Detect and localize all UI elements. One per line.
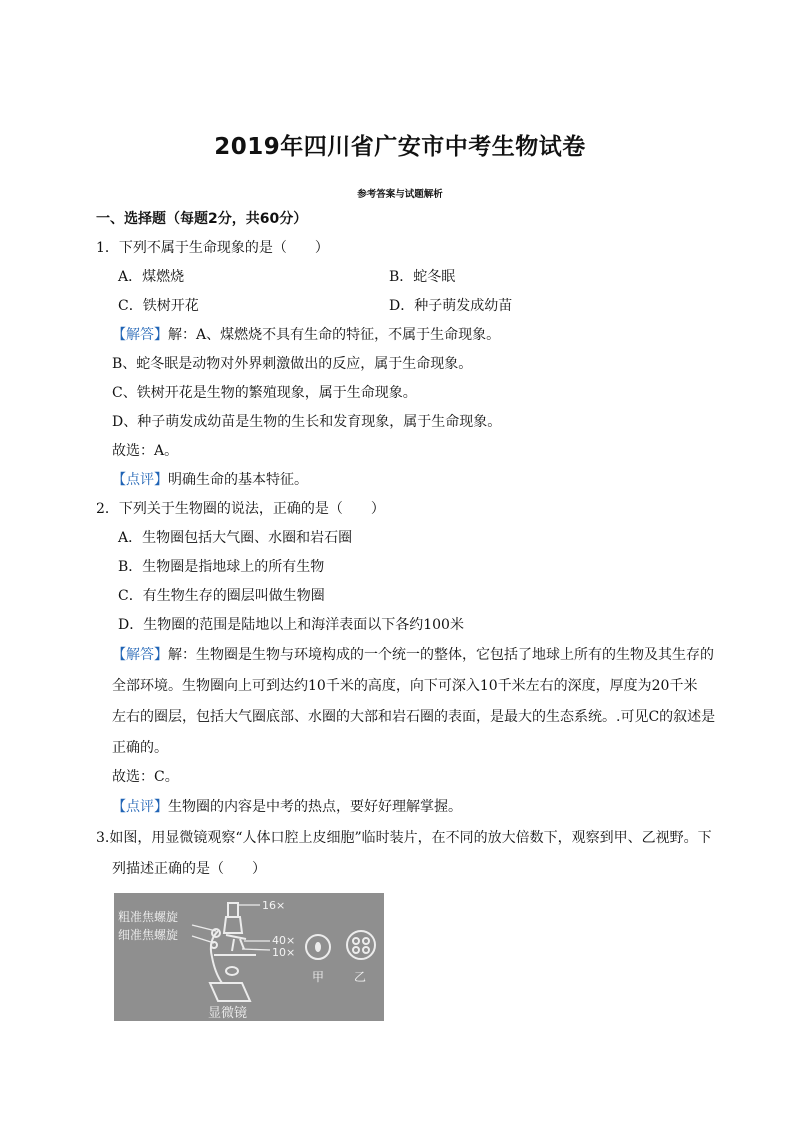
q1-answer-line3: C、铁树开花是生物的繁殖现象，属于生命现象。 (112, 385, 417, 401)
label-fine-adjustment: 细准焦螺旋 (118, 928, 179, 942)
q1-answer-tag: 【解答】 (112, 327, 168, 343)
q1-option-b: B．蛇冬眠 (389, 269, 456, 285)
q2-comment-tag: 【点评】 (112, 799, 168, 815)
q1-option-d: D．种子萌发成幼苗 (389, 298, 513, 314)
q2-answer-line1: 解：生物圈是生物与环境构成的一个统一的整体，它包括了地球上所有的生物及其生存的 (168, 647, 714, 663)
q2-answer-line4: 正确的。 (112, 740, 168, 756)
q1-answer-line2: B、蛇冬眠是动物对外界刺激做出的反应，属于生命现象。 (112, 356, 473, 372)
label-microscope: 显微镜 (208, 1006, 248, 1021)
q2-option-a: A．生物圈包括大气圈、水圈和岩石圈 (118, 530, 353, 546)
label-40x: 40× (272, 934, 296, 947)
q3-stem-line2: 列描述正确的是（ ） (112, 861, 266, 877)
label-yi: 乙 (354, 970, 367, 984)
q2-choice: 故选：C。 (112, 769, 179, 785)
q1-answer-line1: 解：A、煤燃烧不具有生命的特征，不属于生命现象。 (168, 327, 501, 343)
q1-answer-line4: D、种子萌发成幼苗是生物的生长和发育现象，属于生命现象。 (112, 414, 502, 430)
q2-stem: 2．下列关于生物圈的说法，正确的是（ ） (96, 501, 385, 517)
label-16x: 16× (262, 899, 286, 912)
q1-option-c: C．铁树开花 (118, 298, 199, 314)
q1-comment-tag: 【点评】 (112, 472, 168, 488)
q2-answer-tag: 【解答】 (112, 647, 168, 663)
q1-comment (112, 471, 308, 489)
label-coarse-adjustment: 粗准焦螺旋 (118, 910, 179, 924)
q2-comment (112, 798, 462, 816)
q1-comment-text: 明确生命的基本特征。 (168, 472, 308, 488)
q2-answer-line3: 左右的圈层，包括大气圈底部、水圈的大部和岩石圈的表面，是最大的生态系统。.可见C的叙述是 (112, 709, 716, 725)
microscope-diagram-icon (114, 893, 384, 1021)
q1-choice: 故选：A。 (112, 443, 179, 459)
label-jia: 甲 (312, 970, 325, 984)
q2-option-b: B．生物圈是指地球上的所有生物 (118, 559, 325, 575)
page-subtitle: 参考答案与试题解析 (357, 189, 443, 200)
q1-answer (112, 326, 500, 344)
microscope-figure (114, 893, 384, 1021)
q1-stem: 1．下列不属于生命现象的是（ ） (96, 240, 329, 256)
q2-answer-line2: 全部环境。生物圈向上可到达约10千米的高度，向下可深入10千米左右的深度，厚度为20千米 (112, 678, 698, 694)
q3-stem-line1: 3.如图，用显微镜观察“人体口腔上皮细胞”临时装片，在不同的放大倍数下，观察到甲、乙视野。下 (96, 830, 712, 846)
page-title: 2019年四川省广安市中考生物试卷 (214, 134, 586, 160)
q2-comment-text: 生物圈的内容是中考的热点，要好好理解掌握。 (168, 799, 462, 815)
q2-option-c: C．有生物生存的圈层叫做生物圈 (118, 588, 325, 604)
q2-option-d: D．生物圈的范围是陆地以上和海洋表面以下各约100米 (118, 617, 464, 633)
section-heading: 一、选择题（每题2分，共60分） (96, 211, 308, 227)
q1-option-a: A．煤燃烧 (118, 269, 185, 285)
q2-answer (112, 646, 714, 664)
label-10x: 10× (272, 946, 296, 959)
